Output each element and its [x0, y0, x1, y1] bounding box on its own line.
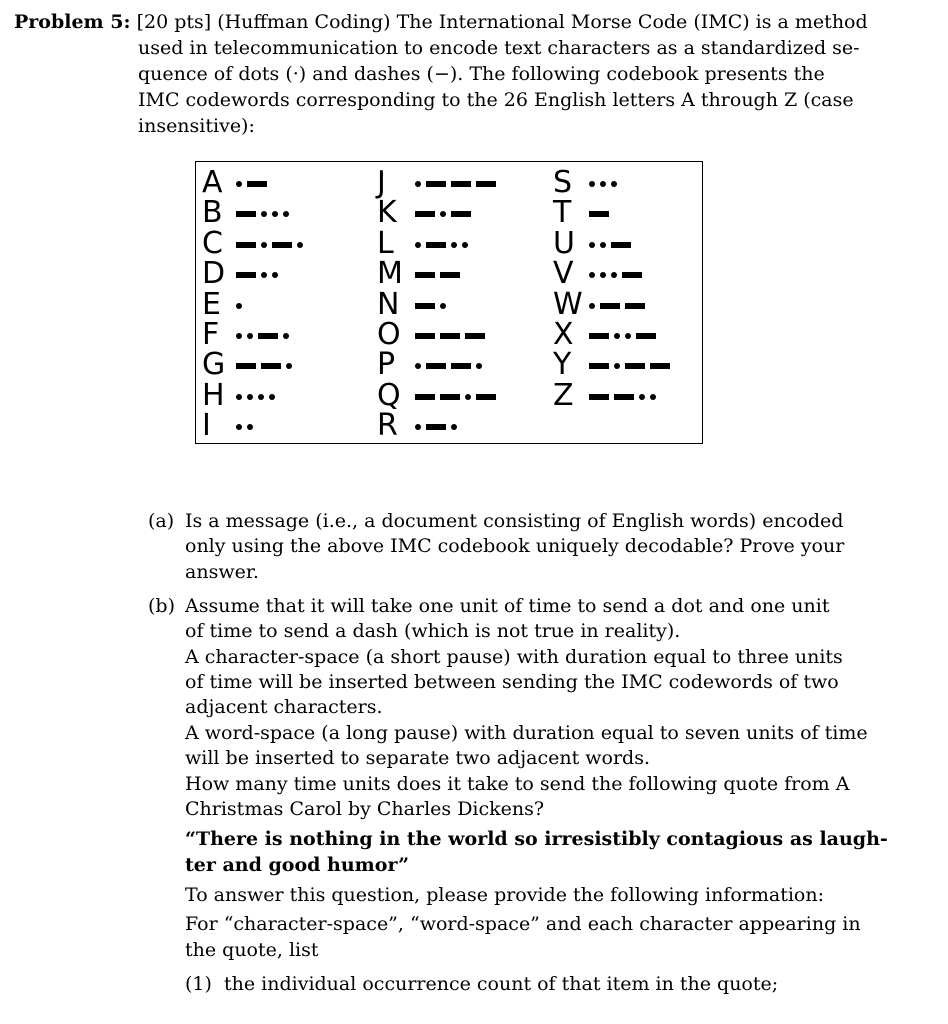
- codebook-letter: G: [202, 347, 226, 383]
- morse-dot: [639, 394, 645, 400]
- codebook-letter: A: [202, 165, 223, 200]
- part-b-line-7: will be inserted to separate two adjacent words.: [185, 747, 650, 769]
- morse-dot: [614, 333, 620, 339]
- problem-intro-line-3: quence of dots (·) and dashes (−). The following codebook presents the: [138, 63, 825, 85]
- codebook-letter: I: [202, 408, 211, 444]
- problem-intro-text-1: [20 pts] (Huffman Coding) The International Morse Code (IMC) is a method: [136, 11, 868, 33]
- morse-dash: [589, 211, 609, 217]
- problem-intro-line-1: [14, 10, 868, 34]
- codebook-letter: H: [202, 377, 225, 413]
- codebook-letter: E: [202, 286, 221, 322]
- problem-intro-line-5: insensitive):: [138, 115, 255, 137]
- codebook-letter: S: [553, 165, 573, 200]
- part-b-label: (b): [148, 595, 175, 617]
- part-b-line-5: adjacent characters.: [185, 696, 383, 718]
- morse-code-sequence: [589, 331, 661, 341]
- codebook-entry-s: [196, 165, 702, 200]
- morse-dot: [650, 394, 656, 400]
- codebook-letter: L: [377, 225, 394, 261]
- codebook-letter: N: [377, 286, 400, 322]
- morse-dot: [600, 272, 606, 278]
- morse-dash: [650, 363, 670, 369]
- item-1-label: (1): [185, 973, 212, 995]
- part-b-line-8: How many time units does it take to send the following quote from A: [185, 773, 850, 795]
- morse-dash: [625, 363, 645, 369]
- codebook-letter: B: [202, 195, 223, 231]
- morse-dash: [625, 303, 645, 309]
- part-a-line-3: answer.: [185, 561, 259, 583]
- morse-dash: [622, 272, 642, 278]
- morse-code-sequence: [589, 209, 614, 219]
- morse-dot: [589, 272, 595, 278]
- item-1-text: the individual occurrence count of that item in the quote;: [224, 973, 779, 995]
- part-a-label: (a): [148, 510, 175, 532]
- codebook-entry-y: [196, 347, 702, 383]
- codebook-letter: T: [553, 195, 572, 231]
- codebook-letter: O: [377, 317, 401, 352]
- codebook-letter: U: [553, 225, 575, 261]
- part-b-line-10: To answer this question, please provide the following information:: [185, 884, 825, 906]
- morse-dot: [614, 363, 620, 369]
- codebook-letter: V: [553, 256, 574, 292]
- codebook-entry-u: [196, 225, 702, 261]
- part-b-line-2: of time to send a dash (which is not true in reality).: [185, 620, 681, 642]
- morse-dot: [600, 242, 606, 248]
- part-b-line-3: A character-space (a short pause) with duration equal to three units: [185, 646, 843, 668]
- problem-heading: Problem 5:: [14, 11, 131, 33]
- codebook-letter: R: [377, 408, 398, 444]
- part-b-line-12: the quote, list: [185, 939, 319, 961]
- codebook-entry-v: [196, 256, 702, 292]
- part-a-line-2: only using the above IMC codebook uniquely decodable? Prove your: [185, 535, 845, 557]
- morse-codebook-table: [195, 161, 703, 444]
- problem-intro-line-4: IMC codewords corresponding to the 26 English letters A through Z (case: [138, 89, 854, 111]
- part-a-line-1: Is a message (i.e., a document consisting of English words) encoded: [185, 510, 844, 532]
- quote-line-2: ter and good humor”: [185, 854, 410, 876]
- morse-code-sequence: [589, 240, 636, 250]
- morse-dash: [614, 394, 634, 400]
- morse-dot: [589, 181, 595, 187]
- morse-dash: [589, 363, 609, 369]
- codebook-letter: W: [553, 286, 583, 322]
- morse-dash: [589, 394, 609, 400]
- codebook-letter: C: [202, 225, 223, 261]
- morse-code-sequence: [589, 270, 647, 280]
- codebook-letter: M: [377, 256, 403, 292]
- morse-code-sequence: [589, 301, 650, 311]
- part-b-line-6: A word-space (a long pause) with duration equal to seven units of time: [185, 722, 868, 744]
- morse-dash: [611, 242, 631, 248]
- codebook-letter: K: [377, 195, 397, 231]
- morse-dash: [589, 333, 609, 339]
- morse-dot: [625, 333, 631, 339]
- codebook-letter: Y: [553, 347, 572, 383]
- codebook-entry-z: [196, 377, 702, 413]
- codebook-letter: F: [202, 317, 220, 352]
- codebook-letter: J: [377, 165, 386, 200]
- codebook-entry-t: [196, 195, 702, 231]
- morse-dash: [636, 333, 656, 339]
- morse-dot: [600, 181, 606, 187]
- morse-dot: [589, 303, 595, 309]
- codebook-letter: D: [202, 256, 226, 292]
- morse-code-sequence: [589, 361, 675, 371]
- codebook-entry-r: [196, 408, 702, 444]
- morse-dot: [611, 181, 617, 187]
- codebook-letter: P: [377, 347, 396, 383]
- morse-code-sequence: [415, 422, 462, 432]
- codebook-entry-w: [196, 286, 702, 322]
- quote-line-1: “There is nothing in the world so irresistibly contagious as laugh-: [185, 828, 888, 850]
- morse-dash: [600, 303, 620, 309]
- morse-dot: [589, 242, 595, 248]
- morse-code-sequence: [589, 179, 622, 189]
- morse-dot: [611, 272, 617, 278]
- codebook-letter: Z: [553, 377, 574, 413]
- morse-dash: [426, 424, 446, 430]
- part-b-line-1: Assume that it will take one unit of time to send a dot and one unit: [185, 595, 830, 617]
- part-b-line-4: of time will be inserted between sending the IMC codewords of two: [185, 671, 839, 693]
- codebook-entry-x: [196, 317, 702, 352]
- codebook-letter: Q: [377, 377, 401, 413]
- codebook-letter: X: [553, 317, 574, 352]
- morse-dot: [451, 424, 457, 430]
- morse-dot: [415, 424, 421, 430]
- part-b-line-9: Christmas Carol by Charles Dickens?: [185, 798, 545, 820]
- problem-intro-line-2: used in telecommunication to encode text characters as a standardized se-: [138, 37, 860, 59]
- morse-code-sequence: [589, 392, 661, 402]
- part-b-line-11: For “character-space”, “word-space” and each character appearing in: [185, 913, 861, 935]
